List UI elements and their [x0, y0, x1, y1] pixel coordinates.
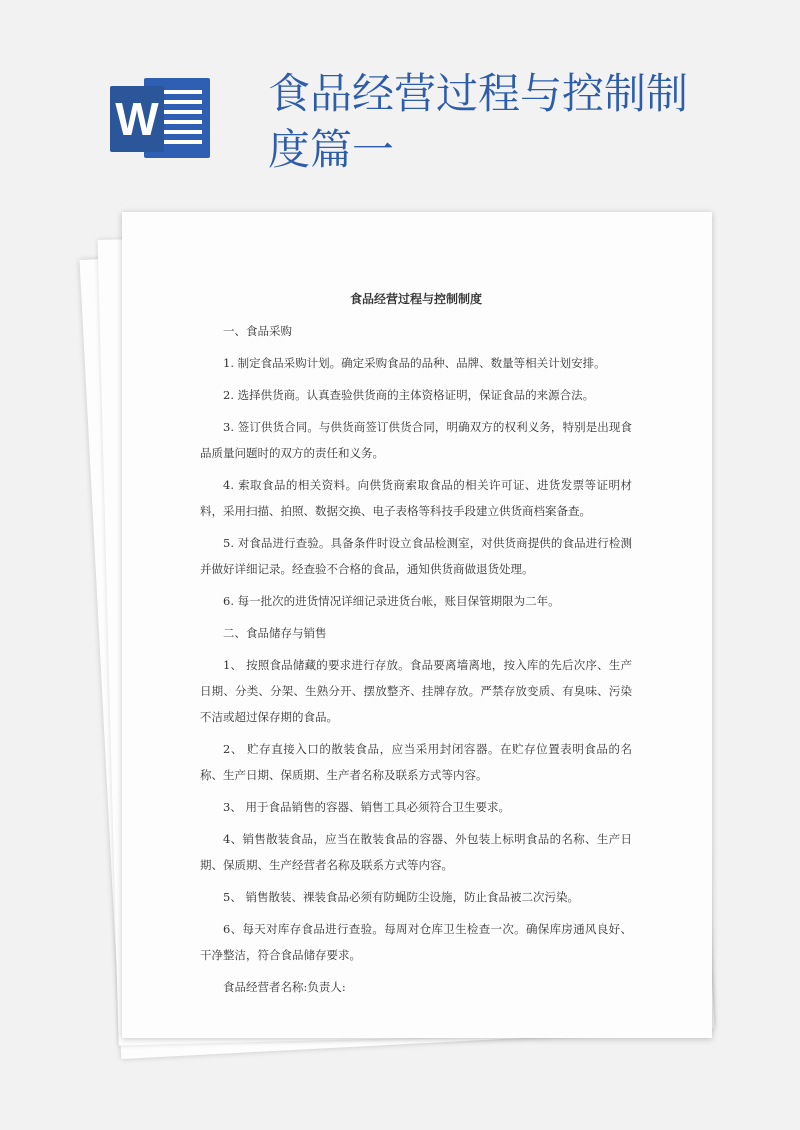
list-item: 1. 制定食品采购计划。确定采购食品的品种、品牌、数量等相关计划安排。	[223, 356, 606, 370]
document-body	[200, 286, 632, 1006]
list-item: 2. 选择供货商。认真查验供货商的主体资格证明，保证食品的来源合法。	[223, 388, 595, 402]
word-document-icon	[110, 74, 214, 162]
list-item: 5. 对食品进行查验。具备条件时设立食品检测室，对供货商提供的食品进行检测并做好详细记录。经查验不合格的食品，通知供货商做退货处理。	[200, 536, 632, 576]
document-title: 食品经营过程与控制制度	[349, 292, 482, 306]
list-item: 4. 索取食品的相关资料。向供货商索取食品的相关许可证、进货发票等证明材料，采用扫描、拍照、数据交换、电子表格等科技手段建立供货商档案备查。	[200, 478, 632, 518]
word-badge: W	[110, 86, 164, 152]
list-item: 3、 用于食品销售的容器、销售工具必须符合卫生要求。	[223, 800, 510, 814]
list-item: 4、销售散装食品，应当在散装食品的容器、外包装上标明食品的名称、生产日期、保质期、生产经营者名称及联系方式等内容。	[200, 832, 632, 872]
list-item: 6. 每一批次的进货情况详细记录进货台帐，账目保管期限为二年。	[223, 594, 560, 608]
list-item: 5、 销售散装、裸装食品必须有防蝇防尘设施，防止食品被二次污染。	[223, 890, 579, 904]
list-item: 1、 按照食品储藏的要求进行存放。食品要离墙离地，按入库的先后次序、生产日期、分类、分架、生熟分开、摆放整齐、挂牌存放。严禁存放变质、有臭味、污染不洁或超过保存期的食品。	[200, 658, 632, 724]
list-item: 2、 贮存直接入口的散装食品，应当采用封闭容器。在贮存位置表明食品的名称、生产日期、保质期、生产者名称及联系方式等内容。	[200, 742, 632, 782]
page-title: 食品经营过程与控制制度篇一	[268, 69, 689, 174]
section-heading: 一、食品采购	[223, 324, 292, 338]
list-item: 3. 签订供货合同。与供货商签订供货合同，明确双方的权利义务，特别是出现食品质量问题时的双方的责任和义务。	[200, 420, 632, 460]
list-item: 6、每天对库存食品进行查验。每周对仓库卫生检查一次。确保库房通风良好、干净整洁，符合食品储存要求。	[200, 922, 632, 962]
section-heading: 二、食品储存与销售	[223, 626, 327, 640]
signature-line: 食品经营者名称:负责人:	[223, 980, 346, 994]
